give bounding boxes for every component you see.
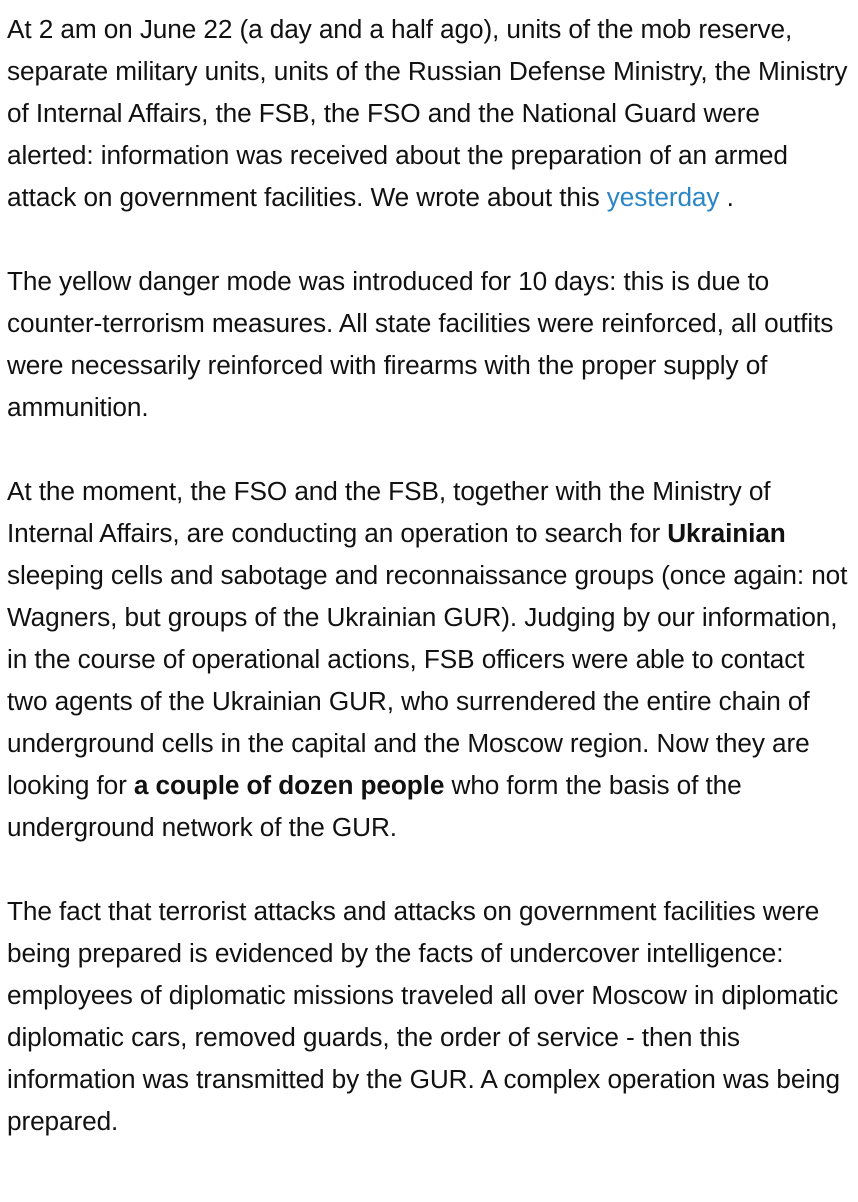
paragraph-operation-text-end: who form the basis of the underground network of the GUR.	[7, 770, 742, 842]
paragraph-alert-end: .	[719, 182, 734, 212]
paragraph-alert	[7, 8, 850, 218]
paragraph-alert-text: At 2 am on June 22 (a day and a half ago), units of the mob reserve, separate military units, units of the Russian Defense Ministry, the Ministry of Internal Affairs, the FSB, the FSO and the National Guard were alerted: information was received about the preparation of an armed attack on government facilities. We wrote about this	[7, 14, 848, 212]
paragraph-danger-mode: The yellow danger mode was introduced for 10 days: this is due to counter-terrorism measures. All state facilities were reinforced, all outfits were necessarily reinforced with firearms with the proper supply of ammunition.	[7, 266, 834, 422]
paragraph-intelligence: The fact that terrorist attacks and attacks on government facilities were being prepared is evidenced by the facts of undercover intelligence: employees of diplomatic missions traveled all over Moscow in diplomatic diplomatic cars, removed guards, the order of service - then this information was transmitted by the GUR. A complex operation was being prepared.	[7, 896, 840, 1136]
yesterday-link[interactable]: yesterday	[606, 182, 720, 212]
paragraph-operation	[7, 470, 850, 848]
paragraph-operation-text-middle: sleeping cells and sabotage and reconnaissance groups (once again: not Wagners, but groups of the Ukrainian GUR). Judging by our information, in the course of operational actions, FSB officers were able to contact two agents of the Ukrainian GUR, who surrendered the entire chain of underground cells in the capital and the Moscow region. Now they are looking for	[7, 560, 848, 800]
paragraph-operation-text-start: At the moment, the FSO and the FSB, together with the Ministry of Internal Affairs, are conducting an operation to search for	[7, 476, 771, 548]
bold-ukrainian: Ukrainian	[667, 518, 786, 548]
bold-couple-of-dozen-people: a couple of dozen people	[133, 770, 445, 800]
